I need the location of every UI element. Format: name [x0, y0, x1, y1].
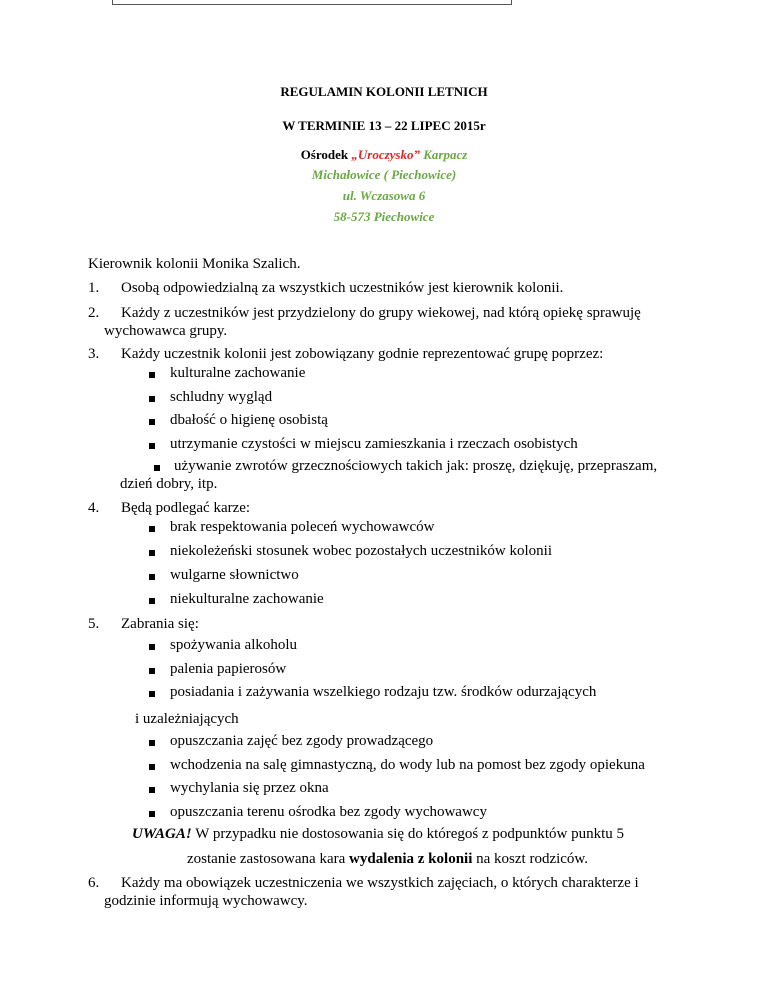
bullet-marker: [149, 372, 155, 378]
list-5-continuation: i uzależniających: [135, 711, 239, 727]
item-2-text-cont: wychowawca grupy.: [104, 323, 228, 339]
address-line-3: 58-573 Piechowice: [333, 209, 435, 224]
address-line-1: Michałowice ( Piechowice): [311, 167, 457, 182]
item-6-text: Każdy ma obowiązek uczestniczenia we wszystkich zajęciach, o których charakterze i: [121, 875, 639, 891]
item-1-text: Osobą odpowiedzialną za wszystkich uczestników jest kierownik kolonii.: [121, 280, 564, 296]
title-line-1: REGULAMIN KOLONII LETNICH: [280, 84, 488, 99]
bullet-marker: [149, 598, 155, 604]
address-line-2: ul. Wczasowa 6: [342, 188, 426, 203]
list-item: opuszczania zajęć bez zgody prowadzącego: [170, 733, 434, 749]
list-item: niekoleżeński stosunek wobec pozostałych uczestników kolonii: [170, 543, 552, 559]
bullet-marker: [149, 644, 155, 650]
list-item: wychylania się przez okna: [170, 780, 329, 796]
list-item: utrzymanie czystości w miejscu zamieszkania i rzeczach osobistych: [170, 435, 578, 452]
bullet-marker: [149, 811, 155, 817]
bullet-marker: [149, 443, 155, 449]
bullet-marker: [149, 550, 155, 556]
warning-line2-pre: zostanie zastosowana kara: [187, 851, 350, 867]
bullet-marker: [149, 787, 155, 793]
warning-text: W przypadku nie dostosowania się do któregoś z podpunktów punktu 5: [191, 826, 625, 842]
list-item: palenia papierosów: [170, 660, 287, 677]
warning-line2-post: na koszt rodziców.: [472, 851, 589, 867]
item-5-number: 5.: [88, 616, 100, 632]
list-item: schludny wygląd: [170, 388, 273, 405]
list-item: dbałość o higienę osobistą: [170, 412, 328, 428]
list-item: wchodzenia na salę gimnastyczną, do wody lub na pomost bez zgody opiekuna: [170, 756, 645, 773]
warning-line2-bold: wydalenia z kolonii: [349, 851, 473, 867]
leader-line: Kierownik kolonii Monika Szalich.: [88, 256, 301, 272]
item-4-number: 4.: [88, 500, 100, 516]
list-3-last-line-1: używanie zwrotów grzecznościowych takich jak: proszę, dziękuję, przepraszam,: [174, 458, 658, 474]
bullet-marker: [149, 419, 155, 425]
place-line: [0, 147, 768, 163]
item-2-text: Każdy z uczestników jest przydzielony do grupy wiekowej, nad którą opiekę sprawuję: [121, 305, 641, 321]
list-item: posiadania i zażywania wszelkiego rodzaju tzw. środków odurzających: [170, 684, 597, 700]
bullet-marker: [149, 691, 155, 697]
item-3-text: Każdy uczestnik kolonii jest zobowiązany godnie reprezentować grupę poprzez:: [121, 346, 604, 362]
list-item: opuszczania terenu ośrodka bez zgody wychowawcy: [170, 803, 487, 820]
list-item: brak respektowania poleceń wychowawców: [170, 519, 435, 535]
list-item: spożywania alkoholu: [170, 637, 298, 653]
warning-label: UWAGA!: [132, 826, 192, 842]
item-6-text-cont: godzinie informują wychowawcy.: [104, 893, 308, 909]
top-frame-box: [112, 0, 512, 5]
bullet-marker: [149, 668, 155, 674]
item-4-text: Będą podlegać karze:: [121, 500, 251, 516]
item-6-number: 6.: [88, 875, 100, 891]
bullet-marker: [149, 526, 155, 532]
list-item: kulturalne zachowanie: [170, 365, 306, 381]
place-city: Karpacz: [419, 147, 468, 162]
warning-line-1: [132, 826, 624, 843]
place-prefix: Ośrodek: [300, 147, 352, 162]
item-2-number: 2.: [88, 305, 100, 321]
list-3-last-line-2: dzień dobry, itp.: [120, 476, 218, 492]
bullet-marker: [149, 764, 155, 770]
title-line-2: W TERMINIE 13 – 22 LIPEC 2015r: [282, 118, 486, 133]
bullet-marker: [149, 396, 155, 402]
bullet-marker: [154, 465, 160, 471]
bullet-marker: [149, 740, 155, 746]
list-item: niekulturalne zachowanie: [170, 591, 324, 607]
bullet-marker: [149, 574, 155, 580]
list-item: wulgarne słownictwo: [170, 567, 299, 583]
item-1-number: 1.: [88, 280, 100, 296]
item-5-text: Zabrania się:: [121, 616, 199, 632]
item-3-number: 3.: [88, 346, 100, 362]
place-name: „Uroczysko”: [351, 147, 420, 162]
warning-line-2: [187, 851, 588, 868]
